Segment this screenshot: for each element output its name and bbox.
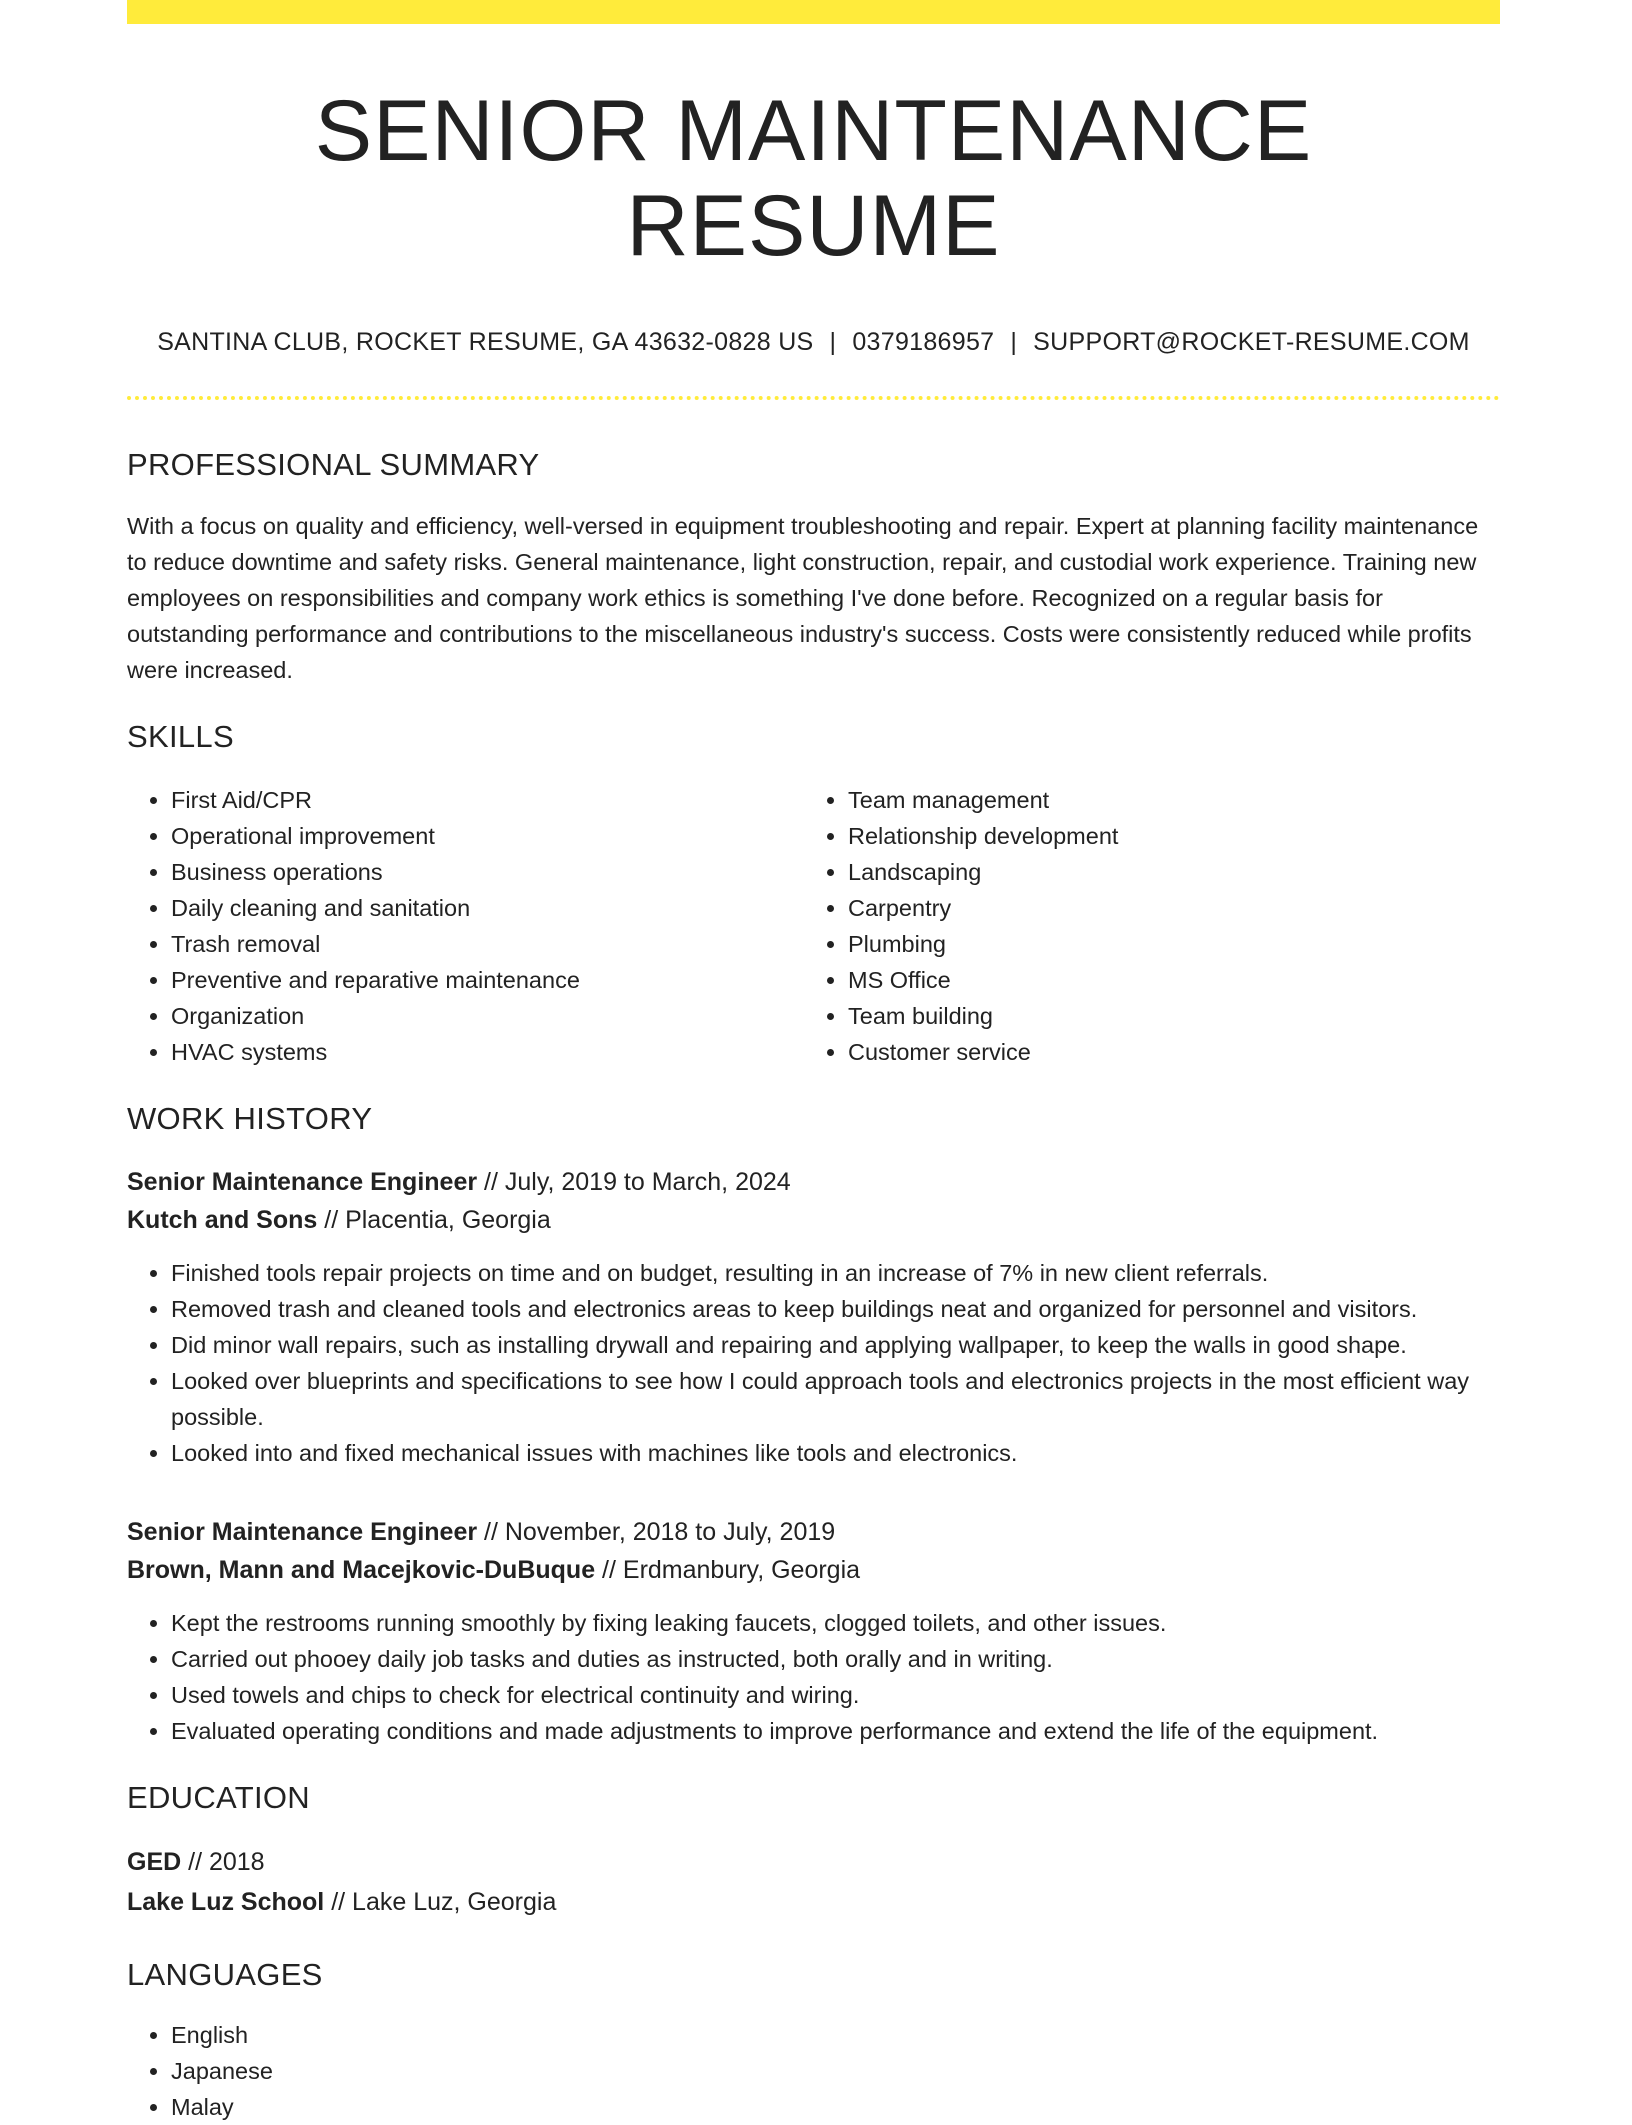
list-item: • Customer service — [848, 1034, 1481, 1070]
summary-heading: PROFESSIONAL SUMMARY — [127, 447, 540, 483]
top-accent-bar — [127, 0, 1500, 24]
list-item: • Removed trash and cleaned tools and electronics areas to keep buildings neat and organized for personnel and visitors. — [171, 1291, 1500, 1327]
list-item: • Preventive and reparative maintenance — [171, 962, 804, 998]
list-item: • Kept the restrooms running smoothly by fixing leaking faucets, clogged toilets, and other issues. — [171, 1605, 1500, 1641]
job-role-line — [127, 1163, 1500, 1201]
education-year: // 2018 — [181, 1847, 265, 1876]
work-history-heading: WORK HISTORY — [127, 1100, 373, 1136]
list-item: • Malay — [171, 2089, 1500, 2125]
list-item: • HVAC systems — [171, 1034, 804, 1070]
job-location: // Placentia, Georgia — [317, 1205, 551, 1234]
contact-line — [127, 328, 1500, 357]
contact-separator: | — [1010, 328, 1018, 357]
skills-columns — [127, 782, 1500, 1070]
list-item: • Did minor wall repairs, such as installing drywall and repairing and applying wallpaper, to keep the walls in good shape. — [171, 1327, 1500, 1363]
education-entry — [127, 1842, 1500, 1922]
resume-page — [127, 0, 1500, 2125]
languages-heading: LANGUAGES — [127, 1956, 323, 1992]
languages-list — [127, 2017, 1500, 2125]
skills-heading: SKILLS — [127, 719, 234, 755]
list-item: • Business operations — [171, 854, 804, 890]
job-bullets — [127, 1255, 1500, 1471]
list-item: • Organization — [171, 998, 804, 1034]
email: SUPPORT@ROCKET-RESUME.COM — [1033, 328, 1470, 357]
list-item: • Carpentry — [848, 890, 1481, 926]
education-location: // Lake Luz, Georgia — [324, 1887, 557, 1916]
job-dates: // November, 2018 to July, 2019 — [477, 1517, 836, 1546]
list-item: • Daily cleaning and sanitation — [171, 890, 804, 926]
education-school-line — [127, 1882, 1500, 1922]
job-company: Brown, Mann and Macejkovic-DuBuque — [127, 1555, 596, 1584]
job-bullets — [127, 1605, 1500, 1749]
address: SANTINA CLUB, ROCKET RESUME, GA 43632-0828 US — [157, 328, 814, 357]
list-item: • English — [171, 2017, 1500, 2053]
job-role: Senior Maintenance Engineer — [127, 1517, 478, 1546]
skills-list-left — [127, 782, 804, 1070]
list-item: • Looked into and fixed mechanical issues with machines like tools and electronics. — [171, 1435, 1500, 1471]
dotted-divider — [127, 396, 1500, 400]
job-entry — [127, 1163, 1500, 1471]
job-location: // Erdmanbury, Georgia — [595, 1555, 861, 1584]
education-degree-line — [127, 1842, 1500, 1882]
list-item: • Evaluated operating conditions and made adjustments to improve performance and extend the life of the equipment. — [171, 1713, 1500, 1749]
job-company-line — [127, 1201, 1500, 1239]
list-item: • Team management — [848, 782, 1481, 818]
list-item: • MS Office — [848, 962, 1481, 998]
job-company: Kutch and Sons — [127, 1205, 318, 1234]
list-item: • Used towels and chips to check for electrical continuity and wiring. — [171, 1677, 1500, 1713]
list-item: • Finished tools repair projects on time and on budget, resulting in an increase of 7% in new client referrals. — [171, 1255, 1500, 1291]
list-item: • Operational improvement — [171, 818, 804, 854]
list-item: • Looked over blueprints and specifications to see how I could approach tools and electronics projects in the most efficient way possible. — [171, 1363, 1500, 1435]
list-item: • Carried out phooey daily job tasks and duties as instructed, both orally and in writing. — [171, 1641, 1500, 1677]
phone: 0379186957 — [852, 328, 995, 357]
list-item: • Landscaping — [848, 854, 1481, 890]
resume-title: SENIOR MAINTENANCE RESUME — [314, 83, 1313, 274]
summary-text: With a focus on quality and efficiency, well-versed in equipment troubleshooting and repair. Expert at planning facility maintenance to reduce downtime and safety risks. General maintenance, light construction, repair, and custodial work experience. Training new employees on responsibilities and company work ethics is something I've done before. Recognized on a regular basis for outstanding performance and contributions to the miscellaneous industry's success. Costs were consistently reduced while profits were increased. — [127, 513, 1479, 684]
job-dates: // July, 2019 to March, 2024 — [477, 1167, 791, 1196]
list-item: • Plumbing — [848, 926, 1481, 962]
job-role: Senior Maintenance Engineer — [127, 1167, 478, 1196]
job-entry — [127, 1513, 1500, 1749]
list-item: • First Aid/CPR — [171, 782, 804, 818]
list-item: • Team building — [848, 998, 1481, 1034]
education-degree: GED — [127, 1847, 182, 1876]
list-item: • Trash removal — [171, 926, 804, 962]
job-role-line — [127, 1513, 1500, 1551]
contact-separator: | — [829, 328, 837, 357]
education-school: Lake Luz School — [127, 1887, 325, 1916]
list-item: • Relationship development — [848, 818, 1481, 854]
skills-list-right — [804, 782, 1481, 1070]
job-company-line — [127, 1551, 1500, 1589]
list-item: • Japanese — [171, 2053, 1500, 2089]
education-heading: EDUCATION — [127, 1779, 310, 1815]
